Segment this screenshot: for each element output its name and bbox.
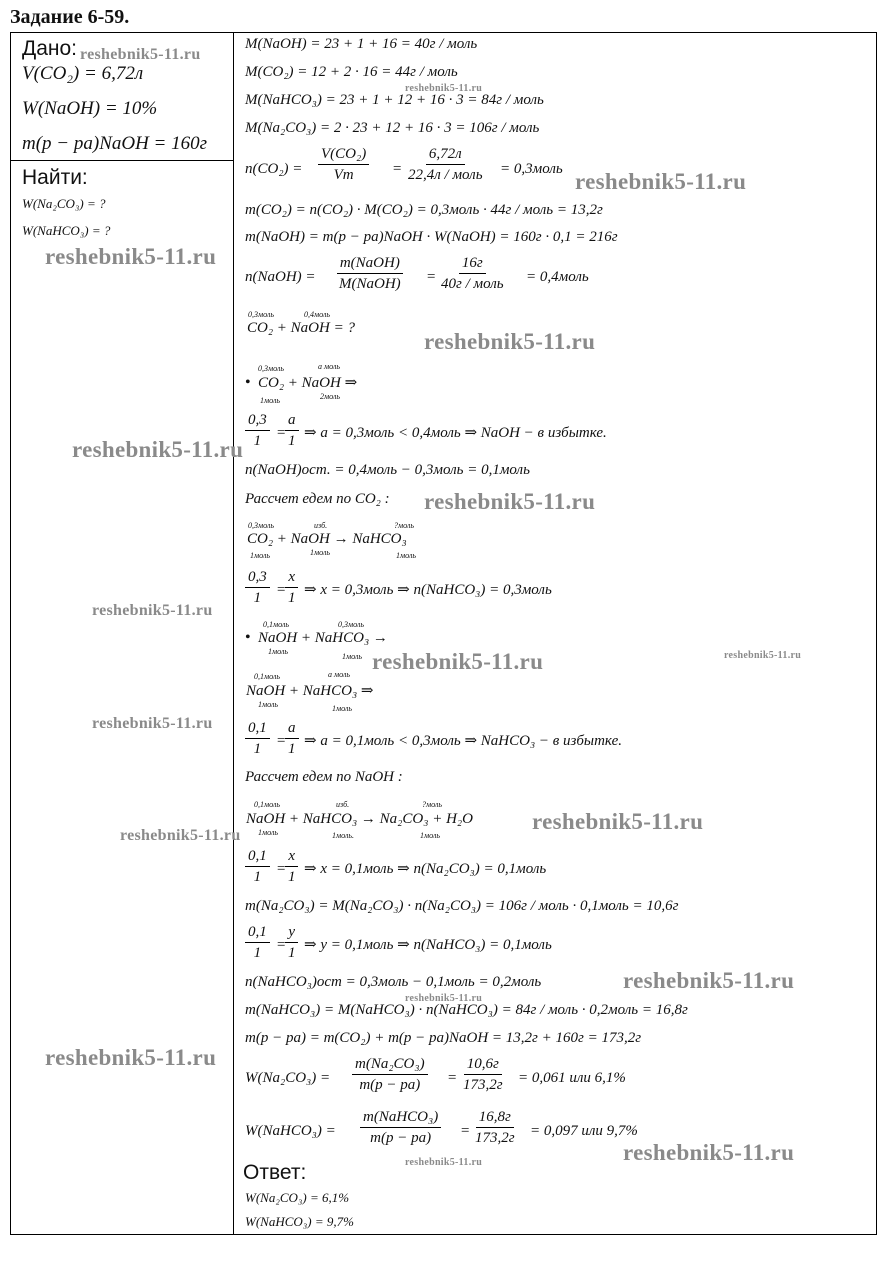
bullet-icon: • (245, 374, 251, 391)
r6-coef-nahco3: 1моль. (332, 831, 355, 840)
y-result: ⇒ y = 0,1моль ⇒ n(NaHCO₃) = 0,1моль (304, 937, 552, 953)
fraction-numerator: m(NaHCO₃) (360, 1110, 441, 1128)
answer-na2co3: W(Na₂CO₃) = 6,1% (245, 1190, 350, 1205)
molar-mass-naoh: M(NaOH) = 23 + 1 + 16 = 40г / моль (245, 36, 478, 52)
r6-amount-naoh: 0,1моль (254, 800, 281, 809)
fraction-denominator: 1 (253, 945, 262, 961)
r6-amount-na2co3: ?моль (422, 800, 443, 809)
x2-result: ⇒ x = 0,1моль ⇒ n(Na₂CO₃) = 0,1моль (304, 861, 547, 877)
w-na2co3-fraction-values (460, 1057, 506, 1093)
n-nahco3-remaining: n(NaHCO₃)ост = 0,3моль − 0,1моль = 0,2моль (245, 974, 542, 990)
mass-solution: m(p − pa) = m(CO₂) + m(p − pa)NaOH = 13,2г + 160г = 173,2г (245, 1030, 642, 1046)
r2-coef-naoh: 2моль (320, 392, 341, 401)
r3-excess-naoh: изб. (314, 521, 328, 530)
watermark: reshebnik5-11.ru (532, 809, 704, 834)
r6-coef-na2co3: 1моль (420, 831, 441, 840)
x1-result: ⇒ x = 0,3моль ⇒ n(NaHCO₃) = 0,3моль (304, 582, 552, 598)
w-nahco3-lhs: W(NaHCO₃) = (245, 1123, 336, 1139)
fraction-numerator: 0,1 (245, 925, 270, 943)
reaction-3: CO₂ + NaOH → NaHCO₃ (247, 531, 407, 547)
mass-na2co3: m(Na₂CO₃) = M(Na₂CO₃) · n(Na₂CO₃) = 106г / моль · 0,1моль = 10,6г (245, 898, 679, 914)
reaction-1: CO₂ + NaOH = ? (247, 320, 355, 336)
r3-amount-nahco3: ?моль (394, 521, 415, 530)
w-nahco3-fraction-formula (360, 1110, 441, 1146)
r3-coef-naoh: 1моль (310, 548, 331, 557)
reaction-5: NaOH + NaHCO₃ ⇒ (246, 683, 374, 699)
fraction-numerator: V(CO₂) (318, 147, 369, 165)
r5-coef-naoh: 1моль (258, 700, 279, 709)
watermark: reshebnik5-11.ru (405, 83, 483, 94)
r5-amount-naoh: 0,1моль (254, 672, 281, 681)
watermark: reshebnik5-11.ru (45, 244, 217, 269)
proportion-left (245, 413, 270, 449)
r3-coef-nahco3: 1моль (396, 551, 417, 560)
fraction-denominator: 1 (253, 869, 262, 885)
watermark: reshebnik5-11.ru (623, 1140, 795, 1165)
watermark: reshebnik5-11.ru (45, 1045, 217, 1070)
task-title: Задание 6-59. (10, 6, 130, 28)
reaction-2: CO₂ + NaOH ⇒ (258, 375, 358, 391)
fraction-denominator: m(p − pa) (370, 1130, 432, 1146)
n-co2-result: = 0,3моль (500, 161, 563, 177)
fraction-denominator: 173,2г (463, 1077, 503, 1093)
r2-coef-co2: 1моль (260, 396, 281, 405)
r1-amount-co2: 0,3моль (248, 310, 275, 319)
calc-by-naoh: Рассчет едем по NaOH : (245, 769, 403, 785)
equals-sign: = (447, 1070, 458, 1086)
proportion-left (245, 925, 270, 961)
fraction-denominator: 1 (253, 433, 262, 449)
r2-amount-naoh: a моль (318, 362, 341, 371)
equals-sign: = (426, 269, 437, 285)
r3-coef-co2: 1моль (250, 551, 271, 560)
watermark: reshebnik5-11.ru (372, 649, 544, 674)
n-co2-lhs: n(CO₂) = (245, 161, 303, 177)
equals-sign: = (276, 937, 287, 953)
fraction-numerator: m(Na₂CO₃) (352, 1057, 428, 1075)
reaction-6: NaOH + NaHCO₃ → Na₂CO₃ + H₂O (246, 811, 473, 827)
molar-mass-na2co3: M(Na₂CO₃) = 2 · 23 + 12 + 16 · 3 = 106г / моль (245, 120, 540, 136)
fraction-denominator: 1 (288, 433, 296, 449)
n-co2-fraction-formula (318, 147, 369, 183)
watermark: reshebnik5-11.ru (424, 489, 596, 514)
fraction-denominator: m(p − pa) (359, 1077, 421, 1093)
equals-sign: = (276, 733, 287, 749)
watermark: reshebnik5-11.ru (623, 968, 795, 993)
fraction-numerator: x (285, 849, 298, 867)
n-co2-fraction-values (405, 147, 486, 183)
fraction-numerator: x (285, 570, 298, 588)
fraction-denominator: 22,4л / моль (408, 167, 483, 183)
r5-amount-nahco3: a моль (328, 670, 351, 679)
fraction-numerator: 10,6г (464, 1057, 502, 1075)
mass-nahco3: m(NaHCO₃) = M(NaHCO₃) · n(NaHCO₃) = 84г / моль · 0,2моль = 16,8г (245, 1002, 688, 1018)
fraction-numerator: 6,72л (426, 147, 465, 165)
w-nahco3-result: = 0,097 или 9,7% (530, 1123, 638, 1139)
find-nahco3: W(NaHCO₃) = ? (22, 223, 111, 238)
fraction-numerator: 16г (459, 256, 486, 274)
fraction-denominator: 1 (288, 945, 296, 961)
n-naoh-fraction-formula (336, 256, 404, 292)
fraction-numerator: 0,1 (245, 721, 270, 739)
n-naoh-remaining: n(NaOH)ост. = 0,4моль − 0,3моль = 0,1моль (245, 462, 530, 478)
find-na2co3: W(Na₂CO₃) = ? (22, 196, 106, 211)
w-na2co3-fraction-formula (352, 1057, 428, 1093)
proportion-right (285, 849, 299, 885)
given-volume-co2: V(CO₂) = 6,72л (22, 63, 144, 84)
proportion-left (245, 849, 270, 885)
fraction-denominator: Vm (333, 167, 354, 183)
watermark: reshebnik5-11.ru (92, 602, 213, 619)
r4-amount-naoh: 0,1моль (263, 620, 290, 629)
r3-amount-co2: 0,3моль (248, 521, 275, 530)
answer-nahco3: W(NaHCO₃) = 9,7% (245, 1214, 354, 1229)
nahco3-excess-conclusion: ⇒ a = 0,1моль < 0,3моль ⇒ NaHCO₃ − в избытке. (304, 733, 622, 749)
r6-excess-nahco3: изб. (336, 800, 350, 809)
mass-naoh: m(NaOH) = m(p − pa)NaOH · W(NaOH) = 160г · 0,1 = 216г (245, 229, 618, 245)
given-fraction-naoh: W(NaOH) = 10% (22, 98, 158, 119)
watermark: reshebnik5-11.ru (575, 169, 747, 194)
fraction-numerator: 0,1 (245, 849, 270, 867)
watermark: reshebnik5-11.ru (724, 650, 802, 661)
reaction-4: NaOH + NaHCO₃ → (258, 630, 388, 646)
proportion-right (285, 721, 299, 757)
r2-amount-co2: 0,3моль (258, 364, 285, 373)
watermark: reshebnik5-11.ru (405, 993, 483, 1004)
given-header: Дано: (22, 37, 78, 60)
w-na2co3-result: = 0,061 или 6,1% (518, 1070, 626, 1086)
calc-by-co2: Рассчет едем по CO₂ : (245, 491, 390, 507)
w-na2co3-lhs: W(Na₂CO₃) = (245, 1070, 331, 1086)
equals-sign: = (276, 582, 287, 598)
proportion-left (245, 721, 270, 757)
proportion-right (285, 413, 299, 449)
equals-sign: = (460, 1123, 471, 1139)
proportion-right (285, 570, 299, 606)
fraction-denominator: M(NaOH) (339, 276, 401, 292)
molar-mass-nahco3: M(NaHCO₃) = 23 + 1 + 12 + 16 · 3 = 84г / моль (245, 92, 544, 108)
n-naoh-lhs: n(NaOH) = (245, 269, 316, 285)
fraction-denominator: 1 (288, 869, 296, 885)
answer-header: Ответ: (243, 1161, 307, 1184)
r6-coef-naoh: 1моль (258, 828, 279, 837)
equals-sign: = (276, 861, 287, 877)
bullet-icon: • (245, 629, 251, 646)
fraction-denominator: 1 (253, 590, 262, 606)
r4-amount-nahco3: 0,3моль (338, 620, 365, 629)
r4-coef-nahco3: 1моль (342, 652, 363, 661)
molar-mass-co2: M(CO₂) = 12 + 2 · 16 = 44г / моль (245, 64, 458, 80)
fraction-denominator: 1 (253, 741, 262, 757)
column-divider (233, 32, 234, 1235)
r5-coef-nahco3: 1моль (332, 704, 353, 713)
fraction-denominator: 173,2г (475, 1130, 515, 1146)
r4-coef-naoh: 1моль (268, 647, 289, 656)
given-solution-mass: m(p − pa)NaOH = 160г (22, 133, 208, 154)
fraction-numerator: a (285, 721, 299, 739)
r1-amount-naoh: 0,4моль (304, 310, 331, 319)
fraction-denominator: 1 (288, 590, 296, 606)
fraction-numerator: m(NaOH) (337, 256, 403, 274)
watermark: reshebnik5-11.ru (120, 827, 241, 844)
equals-sign: = (276, 425, 287, 441)
mass-co2: m(CO₂) = n(CO₂) · M(CO₂) = 0,3моль · 44г / моль = 13,2г (245, 202, 603, 218)
fraction-numerator: a (285, 413, 299, 431)
watermark: reshebnik5-11.ru (80, 46, 201, 63)
n-naoh-fraction-values (438, 256, 507, 292)
watermark: reshebnik5-11.ru (72, 437, 244, 462)
proportion-left (245, 570, 270, 606)
naoh-excess-conclusion: ⇒ a = 0,3моль < 0,4моль ⇒ NaOH − в избытке. (304, 425, 607, 441)
fraction-numerator: y (285, 925, 298, 943)
watermark: reshebnik5-11.ru (92, 715, 213, 732)
find-header: Найти: (22, 166, 88, 189)
n-naoh-result: = 0,4моль (526, 269, 589, 285)
w-nahco3-fraction-values (472, 1110, 518, 1146)
fraction-numerator: 16,8г (476, 1110, 514, 1128)
equals-sign: = (392, 161, 403, 177)
proportion-right (285, 925, 299, 961)
watermark: reshebnik5-11.ru (424, 329, 596, 354)
watermark: reshebnik5-11.ru (405, 1157, 483, 1168)
fraction-numerator: 0,3 (245, 570, 270, 588)
given-find-divider (10, 160, 234, 161)
fraction-denominator: 1 (288, 741, 296, 757)
fraction-denominator: 40г / моль (441, 276, 504, 292)
fraction-numerator: 0,3 (245, 413, 270, 431)
